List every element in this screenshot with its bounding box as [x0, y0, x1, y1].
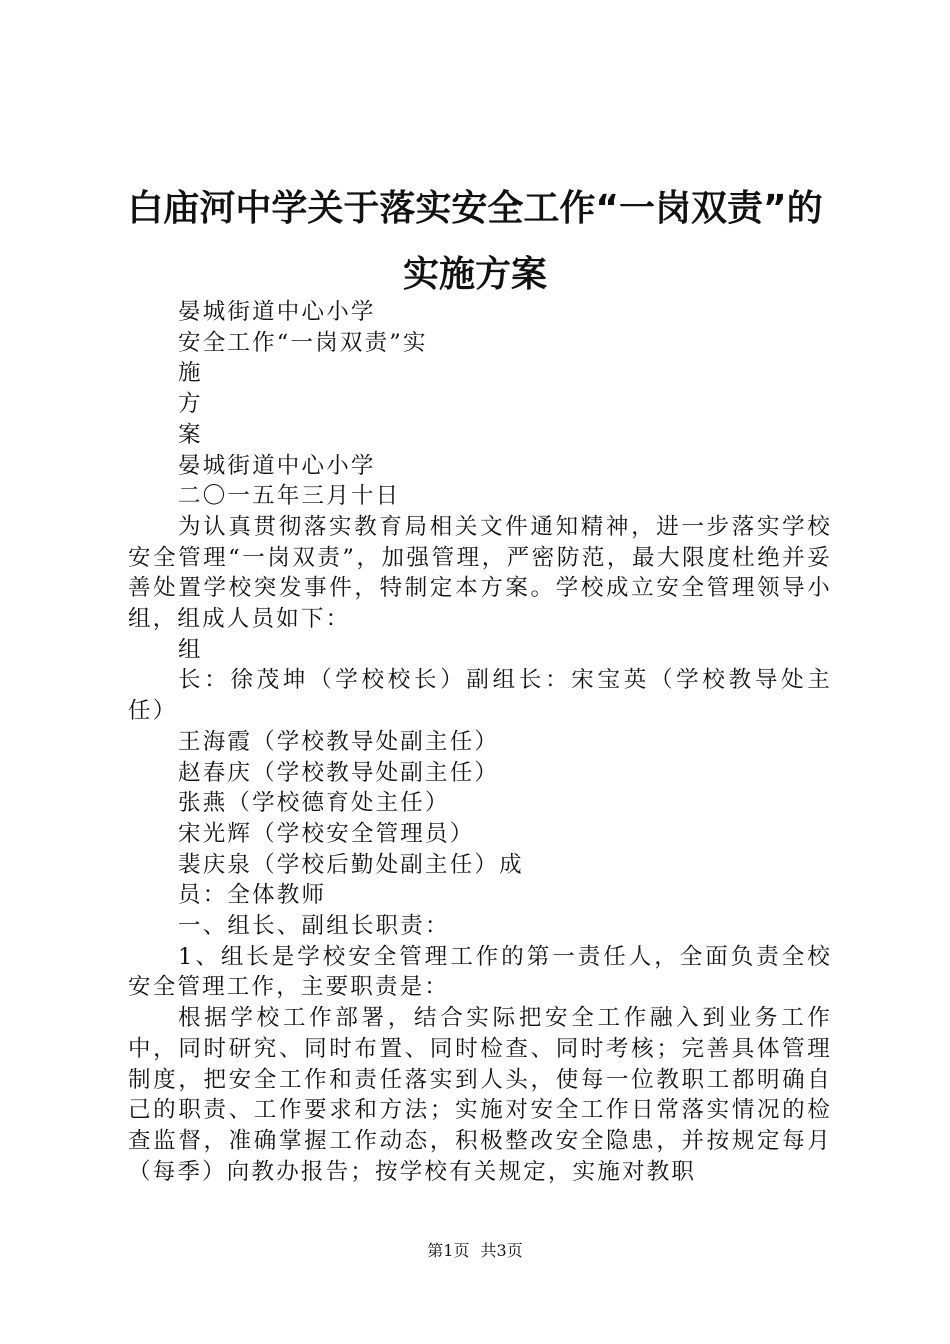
paragraph-member-song: 宋光辉（学校安全管理员） [178, 820, 475, 847]
paragraph-member-pei: 裴庆泉（学校后勤处副主任）成 [178, 851, 524, 878]
page-footer [0, 1240, 950, 1262]
paragraph-plan-title-part-2: 施 [178, 360, 203, 387]
paragraph-leader: 长：徐茂坤（学校校长）副组长：宋宝英（学校教导处主任） [128, 667, 832, 725]
paragraph-plan-title-part-1: 安全工作“一岗双责”实 [178, 329, 428, 356]
paragraph-member-wang: 王海霞（学校教导处副主任） [178, 728, 500, 755]
title-line-2: 实施方案 [402, 254, 547, 295]
paragraph-duty-1: 1、组长是学校安全管理工作的第一责任人，全面负责全校安全管理工作，主要职责是： [128, 943, 832, 1001]
paragraph-plan-title-part-3: 方 [178, 391, 203, 418]
title-line-1: 白庙河中学关于落实安全工作“一岗双责”的 [127, 188, 823, 229]
paragraph-member-zhang: 张燕（学校德育处主任） [178, 790, 450, 817]
paragraph-intro: 为认真贯彻落实教育局相关文件通知精神，进一步落实学校安全管理“一岗双责”，加强管理，严密防范，最大限度杜绝并妥善处置学校突发事件，特制定本方案。学校成立安全管理领导小组，组成人员如下： [128, 513, 832, 633]
paragraph-leader-label: 组 [178, 636, 203, 663]
paragraph-school-name: 晏城街道中心小学 [178, 299, 376, 325]
document-title [100, 176, 850, 308]
paragraph-plan-title-part-4: 案 [178, 421, 203, 448]
paragraph-date: 二〇一五年三月十日 [178, 483, 401, 510]
paragraph-duty-1-detail: 根据学校工作部署，结合实际把安全工作融入到业务工作中，同时研究、同时布置、同时检查、同时考核；完善具体管理制度，把安全工作和责任落实到人头，使每一位教职工都明确自己的职责、工作要求和方法；实施对安全工作日常落实情况的检查监督，准确掌握工作动态，积极整改安全隐患，并按规定每月（每季）向教办报告；按学校有关规定，实施对教职 [128, 1005, 832, 1185]
paragraph-member-zhao: 赵春庆（学校教导处副主任） [178, 759, 500, 786]
page-number: 第1页 [427, 1241, 470, 1260]
paragraph-members-all: 员：全体教师 [178, 882, 327, 909]
document-body [128, 297, 832, 1187]
page-total: 共3页 [480, 1241, 523, 1260]
section-heading-duties: 一、组长、副组长职责： [178, 913, 450, 940]
paragraph-issuer: 晏城街道中心小学 [178, 452, 376, 479]
